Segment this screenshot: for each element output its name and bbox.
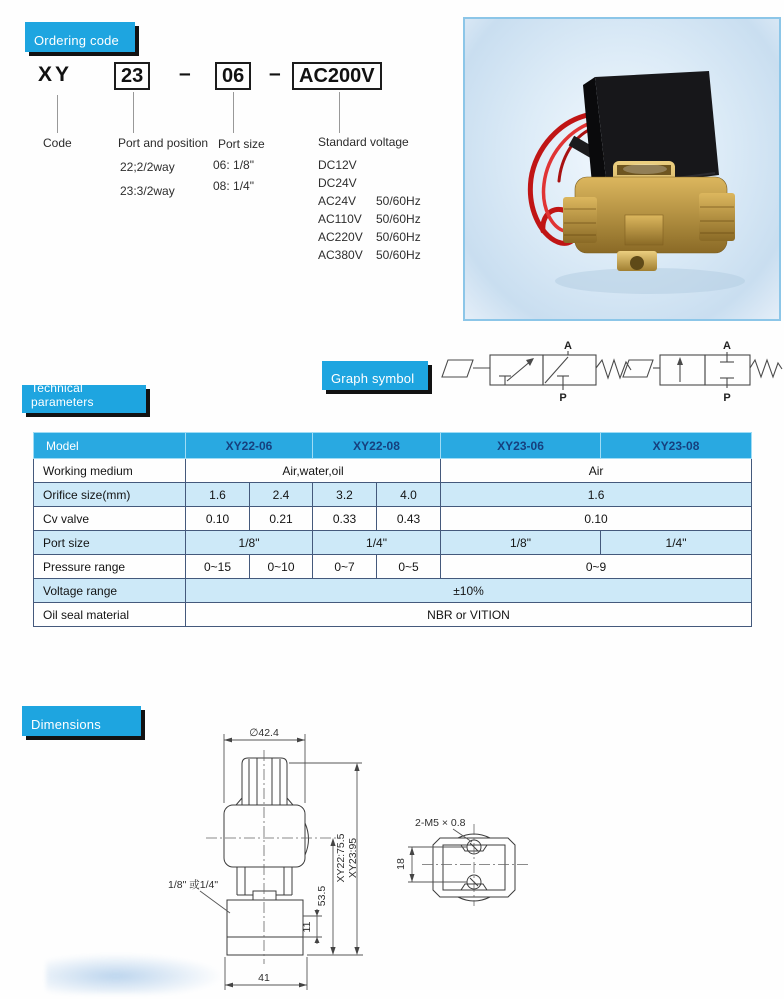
cell: 0~15: [186, 555, 250, 579]
header-model: Model: [34, 433, 186, 459]
row-label: Orifice size(mm): [34, 483, 186, 507]
cell: NBR or VITION: [186, 603, 752, 627]
code-prefix: XY: [38, 63, 73, 86]
section-label-ordering: [25, 22, 135, 52]
solenoid-valve-illustration: [465, 19, 779, 319]
voltage-option: [318, 230, 438, 244]
cell: 1.6: [186, 483, 250, 507]
header-xy23-08: XY23-08: [601, 433, 752, 459]
watermark: [46, 954, 221, 994]
section-label-graph-symbol: [322, 361, 428, 390]
dim-base-width: 41: [258, 972, 270, 984]
dim-flange-height: 11: [301, 921, 313, 933]
cell: 0.43: [377, 507, 441, 531]
cell: 0.10: [441, 507, 752, 531]
cell: 1/8": [441, 531, 601, 555]
voltage-freq: 50/60Hz: [376, 212, 421, 226]
voltage-value: AC220V: [318, 230, 363, 244]
cell: 2.4: [250, 483, 313, 507]
code-part-port-size: 06: [215, 62, 251, 90]
voltage-freq: 50/60Hz: [376, 194, 421, 208]
port-label-a: A: [723, 340, 731, 352]
port-label-p: P: [723, 392, 731, 404]
table-row-oil-seal: [34, 603, 752, 627]
voltage-freq: 50/60Hz: [376, 248, 421, 262]
row-label: Working medium: [34, 459, 186, 483]
cell: Air,water,oil: [186, 459, 441, 483]
connector-line: [57, 95, 58, 133]
label-port-size: Port size: [218, 137, 265, 151]
connector-line: [233, 92, 234, 133]
table-header-row: [34, 433, 752, 459]
valve-symbol-2-2-way: [614, 338, 784, 404]
header-xy22-06: XY22-06: [186, 433, 313, 459]
voltage-option: [318, 194, 438, 208]
cell: 0~7: [313, 555, 377, 579]
thread-callout: 2-M5 × 0.8: [415, 817, 466, 829]
table-row-orifice-size: [34, 483, 752, 507]
cell: 0.10: [186, 507, 250, 531]
code-part-port-position: 23: [114, 62, 150, 90]
cell: 0~5: [377, 555, 441, 579]
dim-hole-spacing: 18: [395, 858, 407, 870]
voltage-value: DC12V: [318, 158, 357, 172]
technical-parameters-table: [33, 432, 752, 627]
cell: 1/4": [313, 531, 441, 555]
cell: 0~10: [250, 555, 313, 579]
table-row-voltage-range: [34, 579, 752, 603]
connector-line: [133, 92, 134, 133]
port-position-option: 23:3/2way: [120, 184, 175, 198]
section-label-text: Technical parameters: [31, 381, 94, 409]
cell: 1/4": [601, 531, 752, 555]
row-label: Port size: [34, 531, 186, 555]
row-label: Voltage range: [34, 579, 186, 603]
section-label-text: Dimensions: [31, 717, 101, 732]
table-row-cv-valve: [34, 507, 752, 531]
voltage-option: [318, 248, 438, 262]
voltage-value: DC24V: [318, 176, 357, 190]
cell: 3.2: [313, 483, 377, 507]
voltage-freq: 50/60Hz: [376, 230, 421, 244]
cell: 0.21: [250, 507, 313, 531]
label-port-position: Port and position: [118, 136, 209, 150]
voltage-option: [318, 176, 438, 190]
product-photo: [463, 17, 781, 321]
table-row-port-size: [34, 531, 752, 555]
label-standard-voltage: Standard voltage: [318, 135, 409, 149]
table-row-pressure-range: [34, 555, 752, 579]
voltage-value: AC380V: [318, 248, 363, 262]
dim-body-height: 53.5: [316, 885, 328, 907]
port-size-option: 06: 1/8": [213, 158, 254, 172]
port-label-a: A: [564, 340, 572, 352]
port-thread-label: 1/8" 或1/4": [168, 879, 219, 891]
header-xy23-06: XY23-06: [441, 433, 601, 459]
header-xy22-08: XY22-08: [313, 433, 441, 459]
port-size-option: 08: 1/4": [213, 179, 254, 193]
cell: 1.6: [441, 483, 752, 507]
label-code: Code: [43, 136, 72, 150]
section-label-text: Ordering code: [34, 33, 119, 48]
code-separator: –: [269, 62, 281, 85]
dim-diameter: ∅42.4: [249, 727, 279, 739]
row-label: Cv valve: [34, 507, 186, 531]
voltage-option: [318, 158, 438, 172]
code-part-voltage: AC200V: [292, 62, 382, 90]
connector-line: [339, 92, 340, 133]
row-label: Oil seal material: [34, 603, 186, 627]
voltage-value: AC110V: [318, 212, 362, 226]
cell: 4.0: [377, 483, 441, 507]
cell: ±10%: [186, 579, 752, 603]
cell: 1/8": [186, 531, 313, 555]
section-label-dimensions: [22, 706, 141, 736]
dim-total-height-xy22: XY22:75.5: [335, 833, 347, 883]
row-label: Pressure range: [34, 555, 186, 579]
section-label-text: Graph symbol: [331, 371, 415, 386]
voltage-option: [318, 212, 438, 226]
cell: Air: [441, 459, 752, 483]
port-label-p: P: [559, 392, 567, 404]
table-row-working-medium: [34, 459, 752, 483]
section-label-technical: [22, 381, 146, 413]
cell: 0.33: [313, 507, 377, 531]
cell: 0~9: [441, 555, 752, 579]
dim-total-height-xy23: XY23:95: [347, 837, 359, 879]
code-separator: –: [179, 62, 191, 85]
port-position-option: 22;2/2way: [120, 160, 175, 174]
voltage-value: AC24V: [318, 194, 357, 208]
